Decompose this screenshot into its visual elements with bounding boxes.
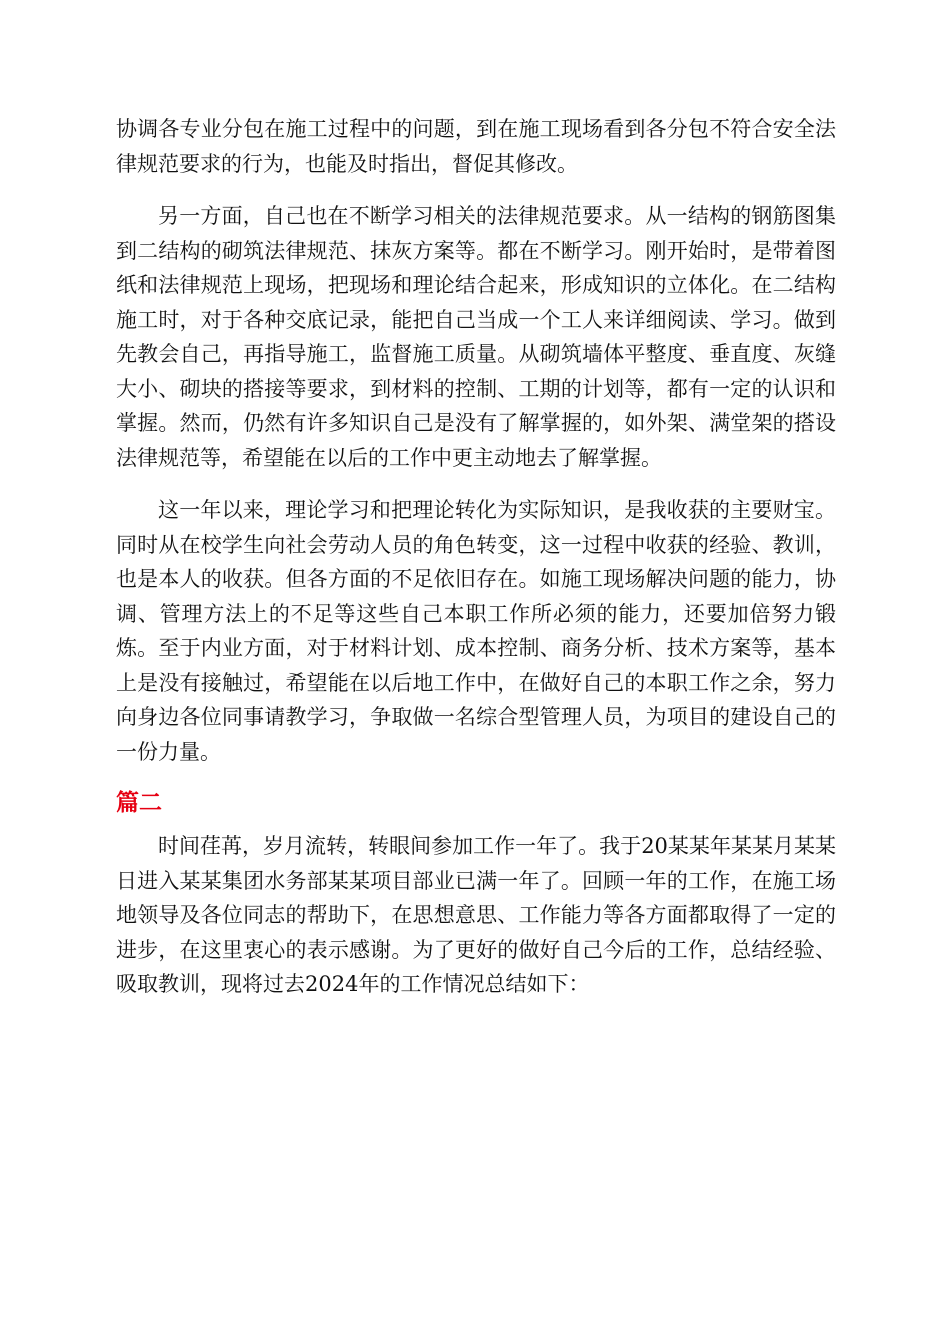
paragraph-gap — [116, 181, 836, 199]
paragraph-continuation: 协调各专业分包在施工过程中的问题，到在施工现场看到各分包不符合安全法律规范要求的行为，也能及时指出，督促其修改。 — [116, 117, 836, 176]
section-heading: 篇二 — [116, 790, 162, 816]
paragraph-study: 另一方面，自己也在不断学习相关的法律规范要求。从一结构的钢筋图集到二结构的砌筑法律规范、抹灰方案等。都在不断学习。刚开始时，是带着图纸和法律规范上现场，把现场和理论结合起来，形成知识的立体化。在二结构施工时，对于各种交底记录，能把自己当成一个工人来详细阅读、学习。做到先教会自己，再指导施工，监督施工质量。从砌筑墙体平整度、垂直度、灰缝大小、砌块的搭接等要求，到材料的控制、工期的计划等，都有一定的认识和掌握。然而，仍然有许多知识自己是没有了解掌握的，如外架、满堂架的搭设法律规范等，希望能在以后的工作中更主动地去了解掌握。 — [116, 204, 836, 470]
paragraph-intro: 时间荏苒，岁月流转，转眼间参加工作一年了。我于20某某年某某月某某日进入某某集团水务部某某项目部业已满一年了。回顾一年的工作，在施工场地领导及各位同志的帮助下，在思想意思、工作能力等各方面都取得了一定的进步，在这里衷心的表示感谢。为了更好的做好自己今后的工作，总结经验、吸取教训，现将过去2024年的工作情况总结如下： — [116, 834, 836, 996]
heading-gap — [116, 821, 836, 829]
heading-gap — [116, 769, 836, 785]
document-content — [116, 112, 836, 1002]
paragraph-harvest: 这一年以来，理论学习和把理论转化为实际知识，是我收获的主要财宝。同时从在校学生向社会劳动人员的角色转变，这一过程中收获的经验、教训，也是本人的收获。但各方面的不足依旧存在。如施工现场解决问题的能力，协调、管理方法上的不足等这些自己本职工作所必须的能力，还要加倍努力锻炼。至于内业方面，对于材料计划、成本控制、商务分析、技术方案等，基本上是没有接触过，希望能在以后地工作中，在做好自己的本职工作之余，努力向身边各位同事请教学习，争取做一名综合型管理人员，为项目的建设自己的一份力量。 — [116, 498, 836, 764]
paragraph-gap — [116, 475, 836, 493]
